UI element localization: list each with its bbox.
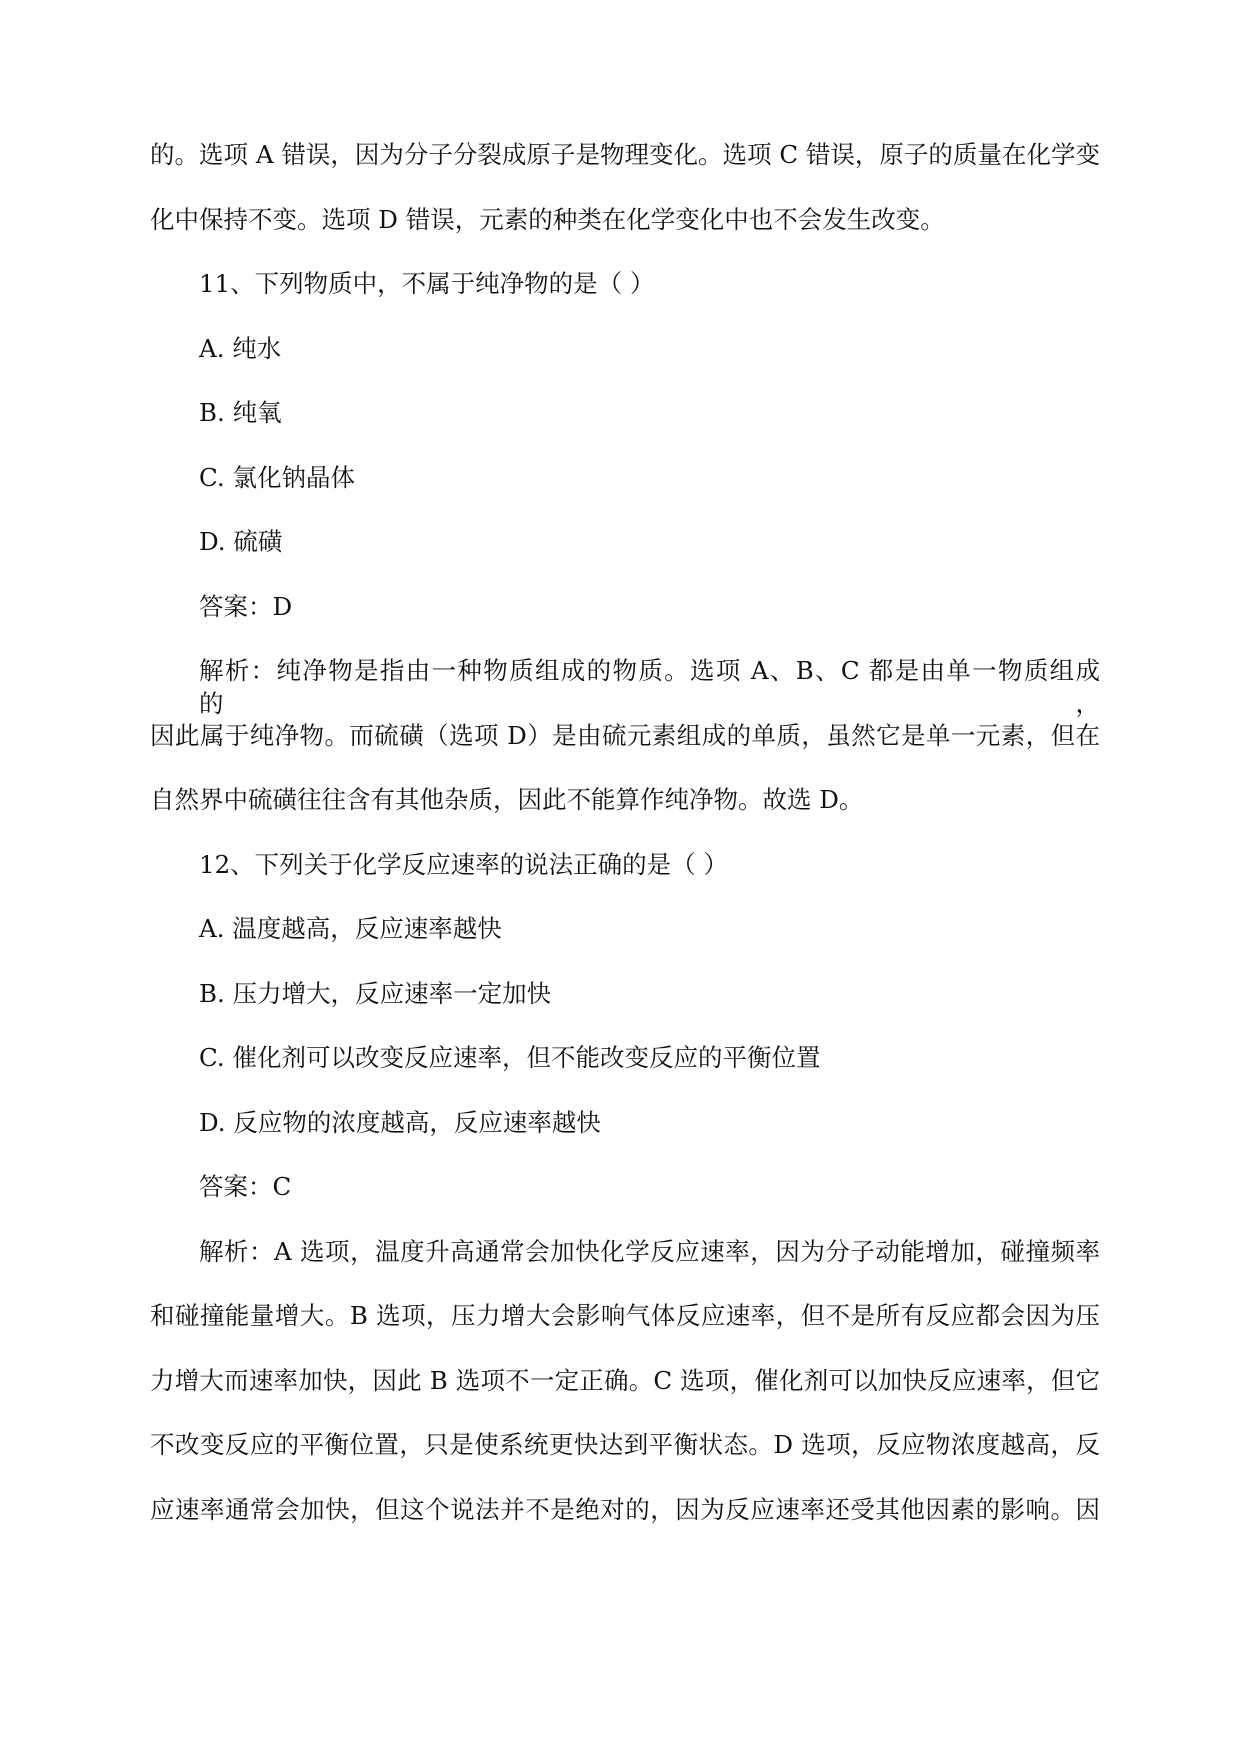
q11-option-c: C. 氯化钠晶体 (199, 462, 355, 492)
q11-analysis-line-2: 因此属于纯净物。而硫磺（选项 D）是由硫元素组成的单质，虽然它是单一元素，但在 (150, 720, 1100, 750)
q11-analysis-line-1: 解析：纯净物是指由一种物质组成的物质。选项 A、B、C 都是由单一物质组成的， (199, 656, 1100, 718)
q12-analysis-line-3: 力增大而速率加快，因此 B 选项不一定正确。C 选项，催化剂可以加快反应速率，但它 (150, 1365, 1100, 1395)
q11-option-a: A. 纯水 (199, 333, 282, 363)
carry-over-line-2: 化中保持不变。选项 D 错误，元素的种类在化学变化中也不会发生改变。 (150, 204, 945, 234)
document-page (150, 138, 1100, 1557)
q11-analysis-line-3: 自然界中硫磺往往含有其他杂质，因此不能算作纯净物。故选 D。 (150, 785, 864, 814)
q11-option-d: D. 硫磺 (199, 527, 283, 556)
q11-option-b: B. 纯氧 (199, 398, 282, 427)
carry-over-line-1: 的。选项 A 错误，因为分子分裂成原子是物理变化。选项 C 错误，原子的质量在化学变 (150, 140, 1100, 169)
question-11: 11、下列物质中，不属于纯净物的是（ ） (199, 269, 655, 298)
q12-analysis-line-5: 应速率通常会加快，但这个说法并不是绝对的，因为反应速率还受其他因素的影响。因 (150, 1494, 1100, 1524)
q12-option-a: A. 温度越高，反应速率越快 (199, 914, 502, 943)
question-12: 12、下列关于化学反应速率的说法正确的是（ ） (199, 849, 728, 879)
q12-option-b: B. 压力增大，反应速率一定加快 (199, 978, 552, 1008)
q12-analysis-line-2: 和碰撞能量增大。B 选项，压力增大会影响气体反应速率，但不是所有反应都会因为压 (150, 1301, 1100, 1330)
q12-option-c: C. 催化剂可以改变反应速率，但不能改变反应的平衡位置 (199, 1043, 821, 1072)
q12-analysis-line-1: 解析：A 选项，温度升高通常会加快化学反应速率，因为分子动能增加，碰撞频率 (199, 1236, 1100, 1266)
q12-analysis-line-4: 不改变反应的平衡位置，只是使系统更快达到平衡状态。D 选项，反应物浓度越高，反 (150, 1430, 1100, 1459)
q12-answer: 答案：C (199, 1172, 292, 1201)
q12-option-d: D. 反应物的浓度越高，反应速率越快 (199, 1107, 601, 1137)
q11-answer: 答案：D (199, 591, 293, 621)
